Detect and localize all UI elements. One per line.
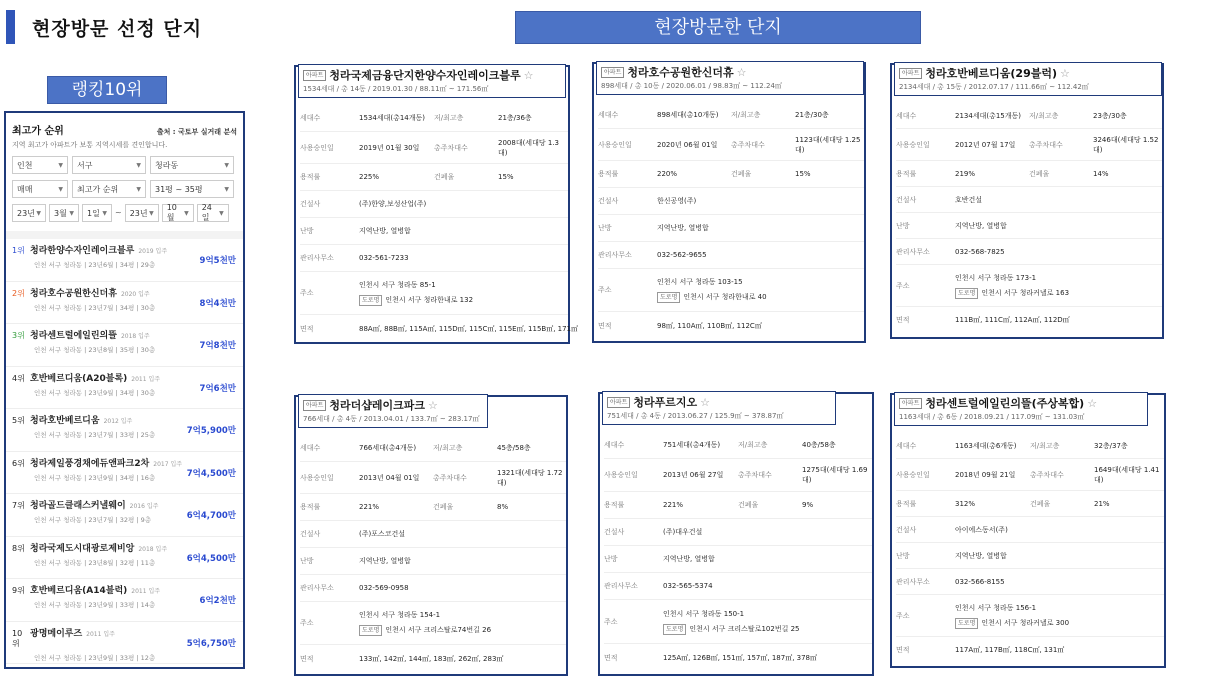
road-address: 인천시 서구 청라한내로 40 [683,293,767,301]
info-row-builder: 건설사 (주)대우건설 [604,519,872,546]
ranking-item[interactable] [6,239,243,282]
road-name-badge: 도로명 [955,618,978,629]
info-row-office: 관리사무소 032-568-7825 [896,239,1162,265]
move-in-year: 2011 입주 [86,630,115,638]
apartment-summary: 898세대 / 총 10동 / 2020.06.01 / 98.83㎡ ~ 112.24㎡ [601,82,782,90]
info-row-builder: 건설사 아이에스동서(주) [896,517,1164,543]
info-row-address: 주소 인천시 서구 청라동 154-1 도로명 인천시 서구 크리스탈로74번길 26 [300,602,566,645]
road-address: 인천시 서구 크리스탈로74번길 26 [385,626,492,634]
info-row-ratio: 용적률 221% 건폐율 8% [300,494,566,521]
info-row-households: 세대수 751세대(총4개동) 저/최고층 40층/58층 [604,432,872,459]
dong-select[interactable]: 청라동 ▼ [150,156,234,174]
info-row-builder: 건설사 (주)포스코건설 [300,521,566,548]
road-address: 인천시 서구 크리스탈로102번길 25 [689,624,800,633]
info-row-ratio: 용적률 221% 건폐율 9% [604,492,872,519]
info-row-households: 세대수 1534세대(총14개동) 저/최고층 21층/36층 [300,105,568,132]
ranking-item[interactable] [6,622,243,665]
move-in-year: 2011 입주 [131,375,161,383]
apartment-name: 청라국제금융단지한양수자인레이크블루 [329,69,521,82]
info-row-office: 관리사무소 032-562-9655 [598,242,864,269]
price: 5억6,750만 [186,638,236,649]
apartment-name: 청라더샵레이크파크 [329,399,426,412]
apartment-card-header[interactable] [298,394,488,428]
info-row-ratio: 용적률 219% 건폐율 14% [896,161,1162,187]
ranking-item[interactable] [6,324,243,367]
ranking-panel [4,111,245,669]
rank-number: 1위 [12,246,25,255]
road-name-badge: 도로명 [955,288,978,299]
chevron-down-icon: ▼ [224,185,229,193]
rank-number: 7위 [12,501,25,510]
move-in-year: 2018 입주 [120,333,150,340]
transaction-meta: 인천 서구 청라동 | 23년6월 | 34평 | 29층 [34,261,156,269]
chevron-down-icon: ▼ [102,209,107,217]
info-row-address: 주소 인천시 서구 청라동 173-1 도로명 인천시 서구 청라커낼로 163 [896,265,1162,307]
info-row-households: 세대수 2134세대(총15개동) 저/최고층 23층/30층 [896,103,1162,129]
apartment-type-badge: 아파트 [899,68,922,79]
road-name-badge: 도로명 [359,625,382,636]
info-row-approval: 사용승인일 2013년 06월 27일 총주차대수 1275대(세대당 1.69대) [604,459,872,492]
info-row-heating: 난방 지역난방, 열병합 [896,543,1164,569]
info-row-builder: 건설사 한신공영(주) [598,188,864,215]
apartment-card-header[interactable] [298,64,566,98]
info-row-area: 면적 125A㎡, 126B㎡, 151㎡, 157㎡, 187㎡, 378㎡ [604,653,818,662]
ranking-header: 랭킹10위 [47,76,167,104]
info-row-area: 면적 88A㎡, 88B㎡, 115A㎡, 115D㎡, 115C㎡, 115E㎡, 115B㎡, 171㎡ [300,324,579,333]
apartment-summary: 1534세대 / 총 14동 / 2019.01.30 / 88.11㎡ ~ 171.56㎡ [303,85,489,93]
info-row-office: 관리사무소 032-565-5374 [604,573,872,600]
transaction-meta: 인천 서구 청라동 | 23년7월 | 33평 | 25층 [34,431,156,439]
road-address: 인천시 서구 청라한내로 132 [385,296,474,304]
info-row-heating: 난방 지역난방, 열병합 [598,215,864,242]
ranking-item[interactable] [6,579,243,622]
info-row-households: 세대수 766세대(총4개동) 저/최고층 45층/58층 [300,435,566,462]
rank-number: 5위 [12,416,25,425]
price: 9억5천만 [199,256,236,266]
from-year-select[interactable]: 23년 ▼ [12,204,46,222]
lot-address: 인천시 서구 청라동 150-1 [663,609,745,618]
apartment-name: 호반베르디움(A20블록) [30,373,128,384]
title-accent-bar [6,10,15,44]
district-select[interactable]: 서구 ▼ [72,156,146,174]
apartment-info-table [896,433,1164,663]
apartment-name: 청라제일풍경채에듀앤파크2차 [30,458,150,469]
road-address: 인천시 서구 청라커낼로 300 [981,618,1070,627]
apartment-card-header[interactable] [596,61,864,95]
move-in-year: 2018 입주 [138,545,168,553]
rank-number: 9위 [12,586,25,595]
rank-number: 4위 [12,373,25,383]
apartment-type-badge: 아파트 [601,67,624,78]
apartment-name: 청라국제도시대광로제비앙 [30,543,135,554]
ranking-list [6,239,243,664]
apartment-type-badge: 아파트 [899,398,922,409]
apartment-name: 청라호수공원한신더휴 [30,288,117,299]
price: 8억4천만 [199,298,236,309]
apartment-card-header[interactable] [894,62,1162,96]
apartment-type-badge: 아파트 [303,70,326,81]
chevron-down-icon: ▼ [58,161,63,169]
info-row-address: 주소 인천시 서구 청라동 156-1 도로명 인천시 서구 청라커낼로 300 [896,595,1164,637]
info-row-approval: 사용승인일 2019년 01월 30일 총주차대수 2008대(세대당 1.3대) [300,132,568,164]
move-in-year: 2011 입주 [131,588,161,595]
info-row-approval: 사용승인일 2012년 07월 17일 총주차대수 3246대(세대당 1.52대) [896,129,1162,161]
apartment-info-table [300,105,579,342]
from-month-select[interactable]: 3월 ▼ [49,204,79,222]
apartment-name: 청라센트럴에일린의뜰(주상복합) [925,397,1085,410]
favorite-star-icon[interactable]: ☆ [523,68,534,82]
chevron-down-icon: ▼ [58,185,63,193]
move-in-year: 2020 입주 [120,290,150,298]
lot-address: 인천시 서구 청라동 154-1 [359,611,441,619]
apartment-name: 호반베르디움(A14블럭) [30,586,128,596]
ranking-title: 최고가 순위 [12,126,64,137]
ranking-item[interactable] [6,537,243,580]
apartment-summary: 766세대 / 총 4동 / 2013.04.01 / 133.7㎡ ~ 283.17㎡ [303,415,480,423]
to-year-select[interactable]: 23년 ▼ [125,204,159,222]
sort-select[interactable]: 최고가 순위 ▼ [72,180,146,198]
info-row-area: 면적 111B㎡, 111C㎡, 112A㎡, 112D㎡ [896,316,1070,324]
transaction-meta: 인천 서구 청라동 | 23년8월 | 32평 | 11층 [34,558,156,567]
apartment-summary: 751세대 / 총 4동 / 2013.06.27 / 125.9㎡ ~ 378.87㎡ [607,412,784,420]
favorite-star-icon[interactable]: ☆ [428,398,438,412]
to-day-select[interactable]: 24일 ▼ [197,204,229,222]
divider [6,231,243,239]
info-row-approval: 사용승인일 2020년 06월 01일 총주차대수 1123대(세대당 1.25대) [598,129,864,161]
ranking-item[interactable] [6,452,243,495]
info-row-address: 주소 인천시 서구 청라동 150-1 도로명 인천시 서구 크리스탈로102번길 25 [604,600,872,644]
info-row-office: 관리사무소 032-569-0958 [300,575,566,602]
info-row-ratio: 용적률 220% 건폐율 15% [598,161,864,188]
rank-number: 8위 [12,543,25,553]
date-range-tilde: ~ [115,208,122,217]
price: 7억6천만 [199,383,236,394]
chevron-down-icon: ▼ [36,209,41,217]
apartment-info-table [598,102,864,339]
info-row-office: 관리사무소 032-561-7233 [300,245,568,272]
road-name-badge: 도로명 [663,624,686,635]
trade-type-select[interactable]: 매매 ▼ [12,180,68,198]
chevron-down-icon: ▼ [136,161,141,169]
info-row-heating: 난방 지역난방, 열병합 [896,213,1162,239]
info-row-area: 면적 133㎡, 142㎡, 144㎡, 183㎡, 262㎡, 283㎡ [300,654,504,663]
apartment-name: 광명메이루즈 [30,628,83,639]
chevron-down-icon: ▼ [184,209,189,217]
ranking-source: 출처 : 국토부 실거래 분석 [156,128,237,136]
move-in-year: 2019 입주 [138,248,168,255]
favorite-star-icon[interactable]: ☆ [736,65,747,79]
transaction-meta: 인천 서구 청라동 | 23년9월 | 33평 | 12층 [34,653,156,662]
apartment-name: 청라호반베르디움 [30,416,100,426]
ranking-item[interactable] [6,494,243,537]
info-row-heating: 난방 지역난방, 열병합 [300,548,566,575]
move-in-year: 2012 입주 [103,418,133,425]
rank-number: 6위 [12,458,25,468]
rank-number: 3위 [12,331,25,340]
transaction-meta: 인천 서구 청라동 | 23년9월 | 34평 | 16층 [34,473,156,482]
ranking-item[interactable] [6,367,243,410]
from-day-select[interactable]: 1일 ▼ [82,204,112,222]
transaction-meta: 인천 서구 청라동 | 23년9월 | 34평 | 30층 [34,388,156,397]
transaction-meta: 인천 서구 청라동 | 23년8월 | 35평 | 30층 [34,346,156,354]
info-row-heating: 난방 지역난방, 열병합 [300,218,568,245]
info-row-address: 주소 인천시 서구 청라동 85-1 도로명 인천시 서구 청라한내로 132 [300,272,568,315]
apartment-card-header[interactable] [894,392,1148,426]
info-row-ratio: 용적률 312% 건폐율 21% [896,491,1164,517]
price: 7억8천만 [199,341,236,351]
apartment-type-badge: 아파트 [303,400,326,411]
to-month-select[interactable]: 10월 ▼ [162,204,194,222]
transaction-meta: 인천 서구 청라동 | 23년9월 | 33평 | 14층 [34,601,156,609]
info-row-households: 세대수 1163세대(총6개동) 저/최고층 32층/37층 [896,433,1164,459]
info-row-area: 면적 98㎡, 110A㎡, 110B㎡, 112C㎡ [598,321,762,330]
favorite-star-icon[interactable]: ☆ [1060,66,1070,80]
road-name-badge: 도로명 [359,295,382,306]
info-row-office: 관리사무소 032-566-8155 [896,569,1164,595]
apartment-name: 청라호반베르디움(29블럭) [925,67,1058,80]
transaction-meta: 인천 서구 청라동 | 23년7월 | 32평 | 9층 [34,516,151,524]
favorite-star-icon[interactable]: ☆ [1087,396,1098,410]
apartment-summary: 2134세대 / 총 15동 / 2012.07.17 / 111.66㎡ ~ 112.42㎡ [899,83,1089,91]
lot-address: 인천시 서구 청라동 173-1 [955,273,1037,282]
apartment-info-table [300,435,566,672]
rank-number: 10위 [12,628,23,648]
info-row-approval: 사용승인일 2013년 04월 01일 총주차대수 1321대(세대당 1.72대) [300,462,566,494]
lot-address: 인천시 서구 청라동 156-1 [955,603,1037,612]
info-row-area: 면적 117A㎡, 117B㎡, 118C㎡, 131㎡ [896,646,1065,654]
apartment-summary: 1163세대 / 총 6동 / 2018.09.21 / 117.09㎡ ~ 131.03㎡ [899,413,1085,421]
info-row-approval: 사용승인일 2018년 09월 21일 총주차대수 1649대(세대당 1.41대) [896,459,1164,491]
lot-address: 인천시 서구 청라동 85-1 [359,281,436,289]
apartment-card-header[interactable] [602,391,836,425]
chevron-down-icon: ▼ [69,209,74,217]
apartment-name: 청라센트럴에일린의뜰 [30,331,117,341]
rank-number: 2위 [12,288,25,298]
road-name-badge: 도로명 [657,292,680,303]
move-in-year: 2017 입주 [153,460,183,468]
price: 6억4,500만 [186,553,236,564]
info-row-households: 세대수 898세대(총10개동) 저/최고층 21층/30층 [598,102,864,129]
visited-complexes-header: 현장방문한 단지 [515,11,921,44]
chevron-down-icon: ▼ [224,161,229,169]
apartment-info-table [604,432,872,671]
ranking-item[interactable] [6,409,243,452]
road-address: 인천시 서구 청라커낼로 163 [981,288,1070,297]
lot-address: 인천시 서구 청라동 103-15 [657,278,743,286]
size-select[interactable]: 31평 ~ 35평 ▼ [150,180,234,198]
city-select[interactable]: 인천 ▼ [12,156,68,174]
chevron-down-icon: ▼ [136,185,141,193]
apartment-name: 청라골드클래스커낼웨이 [30,501,126,511]
favorite-star-icon[interactable]: ☆ [700,395,711,409]
info-row-ratio: 용적률 225% 건폐율 15% [300,164,568,191]
price: 6억4,700만 [186,511,236,521]
info-row-builder: 건설사 호반건설 [896,187,1162,213]
price: 7억4,500만 [186,468,236,479]
ranking-subtitle: 지역 최고가 아파트가 보통 지역시세를 견인합니다. [12,141,168,149]
price: 6억2천만 [199,596,236,606]
info-row-address: 주소 인천시 서구 청라동 103-15 도로명 인천시 서구 청라한내로 40 [598,269,864,312]
price: 7억5,900만 [186,426,236,436]
apartment-name: 청라한양수자인레이크블루 [30,246,135,256]
apartment-name: 청라푸르지오 [633,396,698,409]
transaction-meta: 인천 서구 청라동 | 23년7월 | 34평 | 30층 [34,303,156,312]
apartment-type-badge: 아파트 [607,397,630,408]
info-row-builder: 건설사 (주)한양,보성산업(주) [300,191,568,218]
chevron-down-icon: ▼ [149,209,154,217]
apartment-info-table [896,103,1162,333]
page-title: 현장방문 선정 단지 [32,18,203,40]
info-row-heating: 난방 지역난방, 열병합 [604,546,872,573]
move-in-year: 2016 입주 [129,503,159,510]
chevron-down-icon: ▼ [219,209,224,217]
apartment-name: 청라호수공원한신더휴 [627,66,734,79]
ranking-item[interactable] [6,282,243,325]
